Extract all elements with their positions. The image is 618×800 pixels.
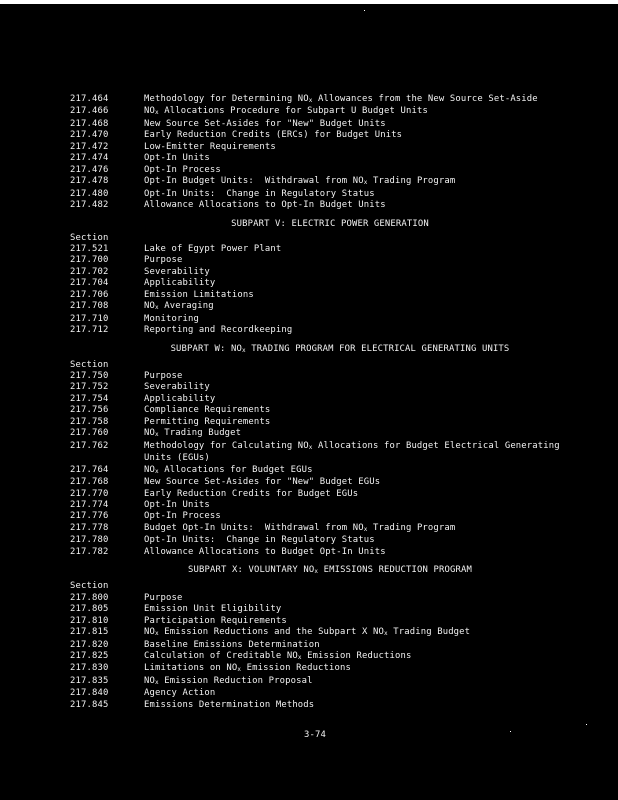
section-label: Section [70, 232, 109, 243]
section-number: 217.830 [70, 663, 109, 674]
section-number: 217.774 [70, 500, 109, 511]
section-title: Calculation of Creditable $NO_x$ Emission Reductions [144, 650, 412, 661]
section-number: 217.760 [70, 428, 109, 439]
section-title: Opt-In Process [144, 511, 221, 522]
toc-entry [70, 616, 570, 627]
section-title: Participation Requirements [144, 615, 287, 626]
section-title: New Source Set-Asides for "New" Budget EGUs [144, 477, 381, 488]
scan-speck [586, 724, 587, 725]
section-number: 217.778 [70, 522, 109, 533]
toc-entry [70, 176, 570, 188]
toc-entry [70, 535, 570, 546]
section-number: 217.478 [70, 176, 109, 187]
section-number: 217.752 [70, 382, 109, 393]
section-title: Emissions Determination Methods [144, 699, 315, 710]
toc-entry [70, 278, 570, 289]
toc-entry [70, 627, 570, 639]
toc-entry [70, 604, 570, 615]
section-title: Baseline Emissions Determination [144, 639, 320, 650]
section-number: 217.466 [70, 106, 109, 117]
toc-entry [70, 189, 570, 200]
section-title: Monitoring [144, 313, 199, 324]
toc-entry [70, 371, 570, 382]
section-number: 217.805 [70, 604, 109, 615]
section-number: 217.770 [70, 488, 109, 499]
section-title: Limitations on $NO_x$ Emission Reductions [144, 663, 352, 674]
toc-entry [70, 676, 570, 688]
section-title: Severability [144, 266, 210, 277]
section-number: 217.472 [70, 141, 109, 152]
scan-speck [510, 731, 511, 732]
subpart-w-list [70, 371, 570, 558]
toc-entry [70, 465, 570, 477]
table-of-contents [70, 94, 570, 711]
scan-speck [364, 10, 365, 11]
section-number: 217.815 [70, 627, 109, 638]
toc-entry [70, 523, 570, 535]
subpart-v-list [70, 244, 570, 337]
section-number: 217.700 [70, 255, 109, 266]
section-title: Purpose [144, 255, 183, 266]
section-title: Lake of Egypt Power Plant [144, 243, 282, 254]
section-number: 217.825 [70, 650, 109, 661]
section-number: 217.464 [70, 94, 109, 104]
section-title: Severability [144, 382, 210, 393]
toc-entry [70, 301, 570, 313]
section-title: Methodology for Determining $NO_x$ Allowances from the New Source Set-Aside [144, 94, 538, 104]
section-number: 217.480 [70, 188, 109, 199]
section-title: $NO_x$ Allocations for Budget EGUs [144, 464, 313, 475]
section-title: $NO_x$ Allocations Procedure for Subpart U Budget Units [144, 106, 428, 117]
toc-entry [70, 500, 570, 511]
section-title: Allowance Allocations to Budget Opt-In Units [144, 546, 386, 557]
section-number: 217.840 [70, 688, 109, 699]
section-label: Section [70, 581, 109, 592]
section-number: 217.768 [70, 477, 109, 488]
section-number: 217.756 [70, 405, 109, 416]
toc-entry [70, 640, 570, 651]
toc-entry [70, 511, 570, 522]
section-number: 217.754 [70, 393, 109, 404]
page-number: 3-74 [304, 730, 326, 740]
section-number: 217.482 [70, 200, 109, 211]
section-title: Permitting Requirements [144, 416, 271, 427]
section-title: Early Reduction Credits (ERCs) for Budget Units [144, 130, 403, 141]
section-number: 217.468 [70, 118, 109, 129]
section-title: Agency Action [144, 688, 216, 699]
section-title: $NO_x$ Emission Reductions and the Subpart X $NO_x$ Trading Budget [144, 627, 471, 638]
section-title: Opt-In Units: Change in Regulatory Status [144, 535, 375, 546]
section-title: Opt-In Units: Change in Regulatory Status [144, 188, 375, 199]
toc-entry [70, 165, 570, 176]
toc-entry [70, 428, 570, 440]
section-title: Reporting and Recordkeeping [144, 325, 293, 336]
toc-entry [70, 142, 570, 153]
section-title: Early Reduction Credits for Budget EGUs [144, 488, 359, 499]
section-title: $NO_x$ Averaging [144, 301, 214, 312]
section-number: 217.470 [70, 130, 109, 141]
section-title: Allowance Allocations to Opt-In Budget Units [144, 200, 386, 211]
section-number: 217.810 [70, 615, 109, 626]
toc-entry [70, 119, 570, 130]
section-title: Purpose [144, 371, 183, 382]
section-label: Section [70, 359, 109, 370]
toc-entry [70, 94, 570, 106]
section-title: Opt-In Process [144, 164, 221, 175]
toc-entry [70, 200, 570, 211]
subpart-v-heading: SUBPART V: ELECTRIC POWER GENERATION [231, 218, 429, 229]
toc-entry [70, 700, 570, 711]
toc-entry [70, 651, 570, 663]
toc-entry [70, 688, 570, 699]
toc-entry [70, 314, 570, 325]
toc-entry [70, 130, 570, 141]
section-number: 217.845 [70, 699, 109, 710]
section-number: 217.820 [70, 639, 109, 650]
section-number: 217.712 [70, 325, 109, 336]
section-title: Emission Limitations [144, 289, 254, 300]
toc-entry [70, 255, 570, 266]
section-title: Compliance Requirements [144, 405, 271, 416]
section-number: 217.764 [70, 464, 109, 475]
section-title: Methodology for Calculating $NO_x$ Allocations for Budget Electrical Generating Units (EGUs) [144, 440, 566, 464]
toc-entry [70, 547, 570, 558]
subpart-x-list [70, 593, 570, 712]
toc-entry [70, 477, 570, 488]
section-number: 217.758 [70, 416, 109, 427]
toc-entry [70, 593, 570, 604]
toc-entry [70, 405, 570, 416]
toc-entry [70, 267, 570, 278]
subpart-w-heading: SUBPART W: $NO_x$ TRADING PROGRAM FOR ELECTRICAL GENERATING UNITS [170, 343, 510, 354]
toc-entry [70, 382, 570, 393]
section-number: 217.704 [70, 278, 109, 289]
section-title: Opt-In Units [144, 500, 210, 511]
top-edge-bar [0, 0, 618, 4]
section-number: 217.782 [70, 546, 109, 557]
section-title: Opt-In Units [144, 153, 210, 164]
section-number: 217.710 [70, 313, 109, 324]
section-number: 217.702 [70, 266, 109, 277]
section-title: Applicability [144, 393, 216, 404]
toc-entry [70, 106, 570, 118]
subpart-u-list [70, 94, 570, 212]
section-title: Applicability [144, 278, 216, 289]
section-number: 217.708 [70, 301, 109, 312]
section-title: Budget Opt-In Units: Withdrawal from $NO_x$ Trading Program [144, 522, 456, 533]
section-title: Opt-In Budget Units: Withdrawal from $NO_x$ Trading Program [144, 176, 456, 187]
toc-entry [70, 489, 570, 500]
section-title: Emission Unit Eligibility [144, 604, 282, 615]
section-number: 217.750 [70, 371, 109, 382]
section-title: $NO_x$ Trading Budget [144, 428, 242, 439]
section-number: 217.776 [70, 511, 109, 522]
toc-entry [70, 244, 570, 255]
toc-entry [70, 663, 570, 675]
section-number: 217.476 [70, 164, 109, 175]
toc-entry [70, 441, 570, 465]
section-number: 217.762 [70, 440, 109, 451]
toc-entry [70, 417, 570, 428]
section-number: 217.706 [70, 289, 109, 300]
section-number: 217.474 [70, 153, 109, 164]
subpart-x-heading: SUBPART X: VOLUNTARY $NO_x$ EMISSIONS REDUCTION PROGRAM [188, 565, 472, 576]
section-number: 217.780 [70, 535, 109, 546]
section-number: 217.521 [70, 243, 109, 254]
toc-entry [70, 153, 570, 164]
section-title: $NO_x$ Emission Reduction Proposal [144, 675, 313, 686]
section-title: Purpose [144, 592, 183, 603]
toc-entry [70, 394, 570, 405]
section-title: Low-Emitter Requirements [144, 141, 276, 152]
toc-entry [70, 325, 570, 336]
section-title: New Source Set-Asides for "New" Budget Units [144, 118, 386, 129]
section-number: 217.835 [70, 675, 109, 686]
toc-entry [70, 290, 570, 301]
section-number: 217.800 [70, 592, 109, 603]
